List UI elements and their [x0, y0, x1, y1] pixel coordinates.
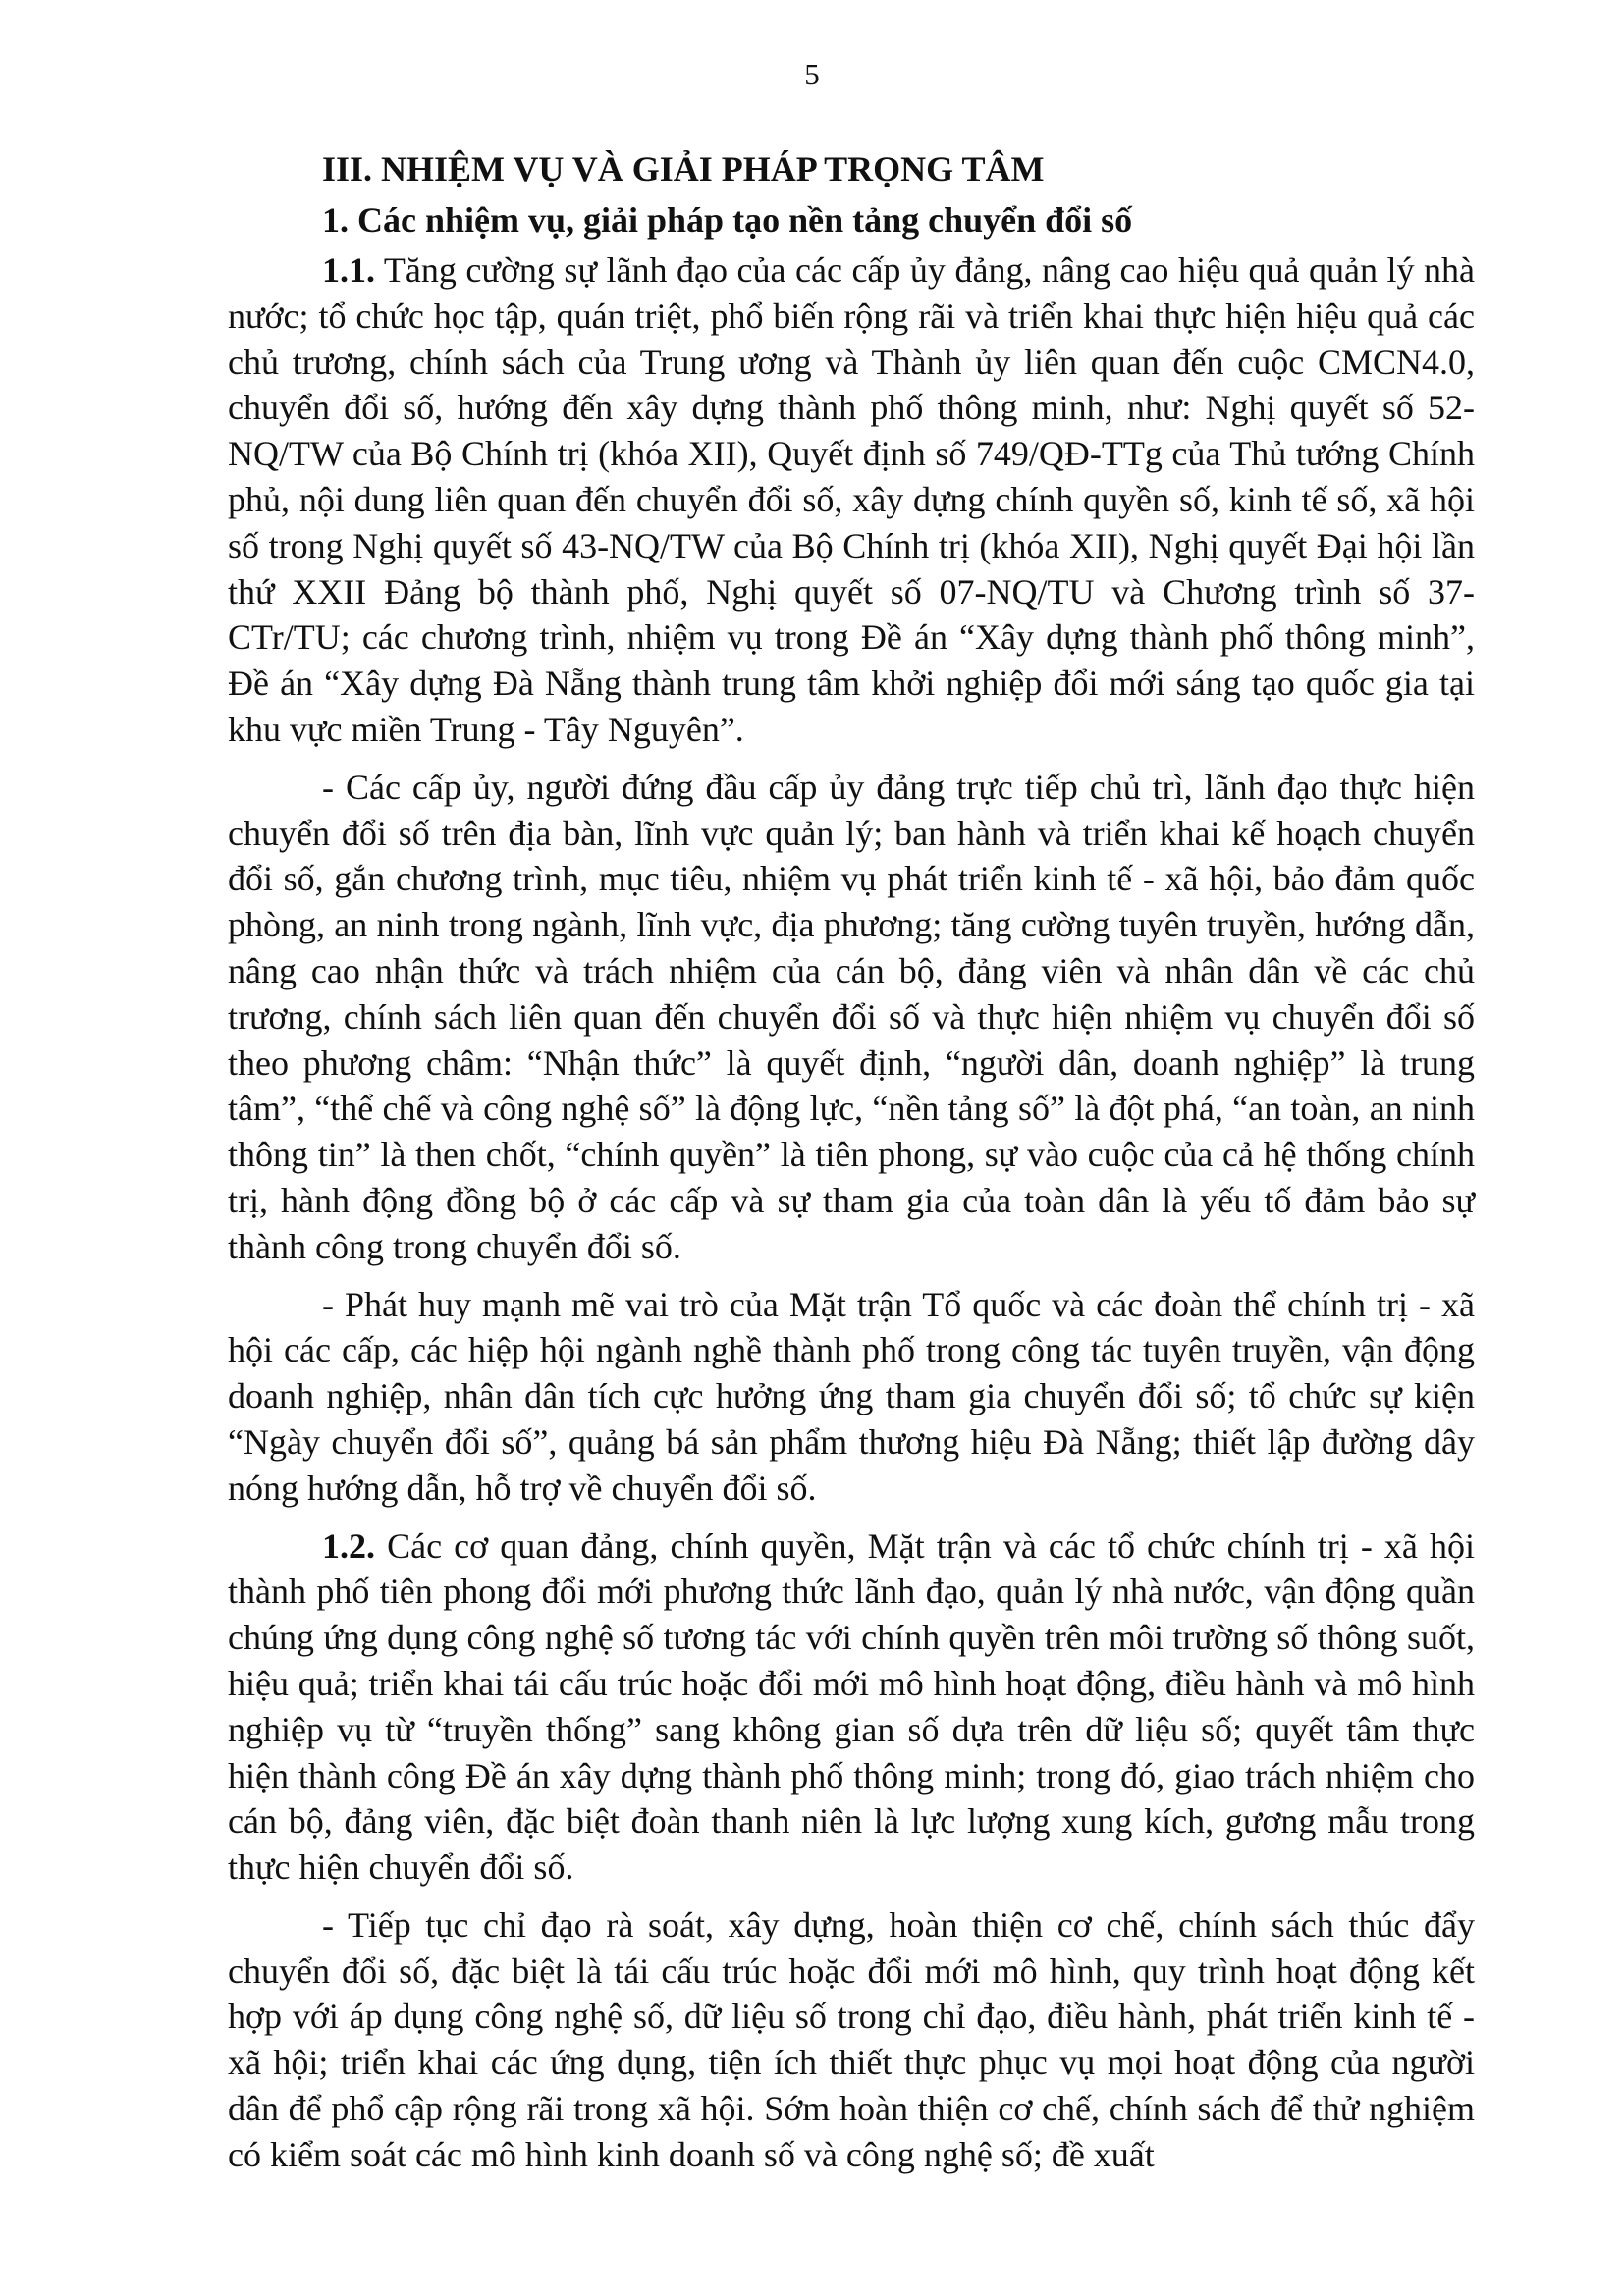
paragraph-number: 1.2. — [322, 1525, 375, 1566]
paragraph-text: Các cơ quan đảng, chính quyền, Mặt trận và các tổ chức chính trị - xã hội thành phố tiên phong đổi mới phương thức lãnh đạo, quản lý nhà nước, vận động quần chúng ứng dụng công nghệ số tương tác với chính quyền trên môi trường số thông suốt, hiệu quả; triển khai tái cấu trúc hoặc đổi mới mô hình hoạt động, điều hành và mô hình nghiệp vụ từ “truyền thống” sang không gian số dựa trên dữ liệu số; quyết tâm thực hiện thành công Đề án xây dựng thành phố thông minh; trong đó, giao trách nhiệm cho cán bộ, đảng viên, đặc biệt đoàn thanh niên là lực lượng xung kích, gương mẫu trong thực hiện chuyển đổi số. — [228, 1525, 1475, 1888]
paragraph-1-2 — [228, 1523, 1475, 1891]
paragraph-text: - Phát huy mạnh mẽ vai trò của Mặt trận Tổ quốc và các đoàn thể chính trị - xã hội các cấp, các hiệp hội ngành nghề thành phố trong công tác tuyên truyền, vận động doanh nghiệp, nhân dân tích cực hưởng ứng tham gia chuyển đổi số; tổ chức sự kiện “Ngày chuyển đổi số”, quảng bá sản phẩm thương hiệu Đà Nẵng; thiết lập đường dây nóng hướng dẫn, hỗ trợ về chuyển đổi số. — [228, 1284, 1475, 1508]
paragraph-number: 1.1. — [322, 250, 375, 290]
page-content — [228, 147, 1475, 2190]
paragraph-bullet-policy — [228, 1902, 1475, 2178]
paragraph-bullet-front — [228, 1282, 1475, 1512]
paragraph-text: Tăng cường sự lãnh đạo của các cấp ủy đảng, nâng cao hiệu quả quản lý nhà nước; tổ chức học tập, quán triệt, phổ biến rộng rãi và triển khai thực hiện hiệu quả các chủ trương, chính sách của Trung ương và Thành ủy liên quan đến cuộc CMCN4.0, chuyển đổi số, hướng đến xây dựng thành phố thông minh, như: Nghị quyết số 52-NQ/TW của Bộ Chính trị (khóa XII), Quyết định số 749/QĐ-TTg của Thủ tướng Chính phủ, nội dung liên quan đến chuyển đổi số, xây dựng chính quyền số, kinh tế số, xã hội số trong Nghị quyết số 43-NQ/TW của Bộ Chính trị (khóa XII), Nghị quyết Đại hội lần thứ XXII Đảng bộ thành phố, Nghị quyết số 07-NQ/TU và Chương trình số 37-CTr/TU; các chương trình, nhiệm vụ trong Đề án “Xây dựng thành phố thông minh”, Đề án “Xây dựng Đà Nẵng thành trung tâm khởi nghiệp đổi mới sáng tạo quốc gia tại khu vực miền Trung - Tây Nguyên”. — [228, 250, 1475, 749]
section-title: III. NHIỆM VỤ VÀ GIẢI PHÁP TRỌNG TÂM — [322, 149, 1045, 188]
paragraph-text: - Các cấp ủy, người đứng đầu cấp ủy đảng trực tiếp chủ trì, lãnh đạo thực hiện chuyển đổi số trên địa bàn, lĩnh vực quản lý; ban hành và triển khai kế hoạch chuyển đổi số, gắn chương trình, mục tiêu, nhiệm vụ phát triển kinh tế - xã hội, bảo đảm quốc phòng, an ninh trong ngành, lĩnh vực, địa phương; tăng cường tuyên truyền, hướng dẫn, nâng cao nhận thức và trách nhiệm của cán bộ, đảng viên và nhân dân về các chủ trương, chính sách liên quan đến chuyển đổi số và thực hiện nhiệm vụ chuyển đổi số theo phương châm: “Nhận thức” là quyết định, “người dân, doanh nghiệp” là trung tâm”, “thể chế và công nghệ số” là động lực, “nền tảng số” là đột phá, “an toàn, an ninh thông tin” là then chốt, “chính quyền” là tiên phong, sự vào cuộc của cả hệ thống chính trị, hành động đồng bộ ở các cấp và sự tham gia của toàn dân là yếu tố đảm bảo sự thành công trong chuyển đổi số. — [228, 767, 1475, 1266]
paragraph-text: - Tiếp tục chỉ đạo rà soát, xây dựng, hoàn thiện cơ chế, chính sách thúc đẩy chuyển đổi số, đặc biệt là tái cấu trúc hoặc đổi mới mô hình, quy trình hoạt động kết hợp với áp dụng công nghệ số, dữ liệu số trong chỉ đạo, điều hành, phát triển kinh tế - xã hội; triển khai các ứng dụng, tiện ích thiết thực phục vụ mọi hoạt động của người dân để phổ cập rộng rãi trong xã hội. Sớm hoàn thiện cơ chế, chính sách để thử nghiệm có kiểm soát các mô hình kinh doanh số và công nghệ số; đề xuất — [228, 1904, 1475, 2174]
paragraph-1-1 — [228, 247, 1475, 753]
page-number: 5 — [804, 57, 820, 91]
paragraph-bullet-leadership — [228, 765, 1475, 1270]
subsection-title: 1. Các nhiệm vụ, giải pháp tạo nền tảng chuyển đổi số — [322, 200, 1133, 240]
